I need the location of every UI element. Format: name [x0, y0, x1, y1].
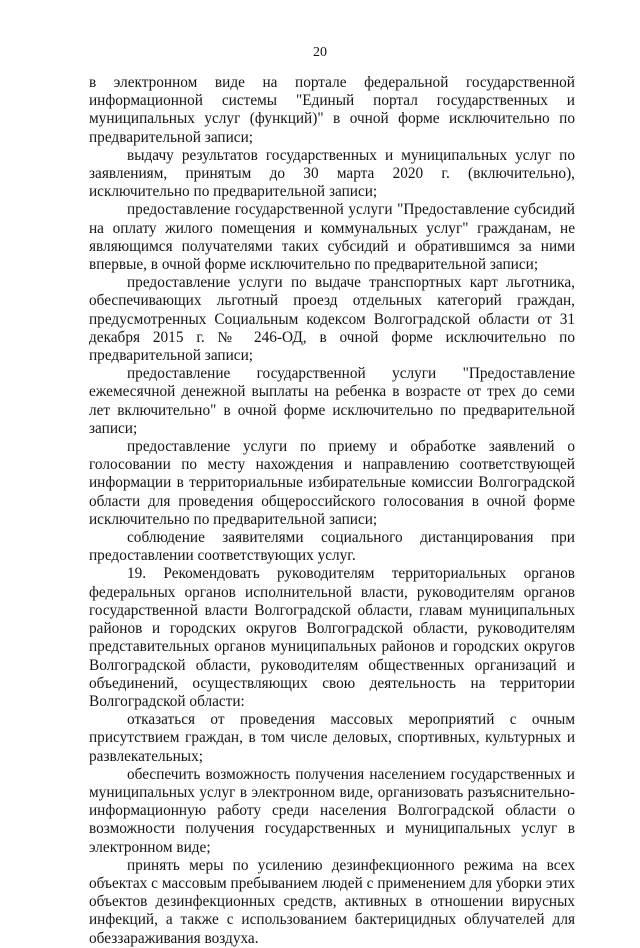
paragraph-item-19: 19. Рекомендовать руководителям территориальных органов федеральных органов исполнительной власти, руководителям органов государственной власти Волгоградской области, главам муниципальных районов и городских округов Волгоградской области, руководителям представительных органов муниципальных районов и городских округов Волгоградской области, руководителям общественных организаций и объединений, осуществляющих свою деятельность на территории Волгоградской области:: [89, 565, 575, 710]
paragraph: соблюдение заявителями социального дистанцирования при предоставлении соответствующих услуг.: [89, 529, 575, 565]
paragraph: выдачу результатов государственных и муниципальных услуг по заявлениям, принятым до 30 марта 2020 г. (включительно), исключительно по предварительной записи;: [89, 146, 575, 201]
paragraph-continuation: в электронном виде на портале федеральной государственной информационной системы "Единый портал государственных и муниципальных услуг (функций)" в очной форме исключительно по предварительной записи;: [89, 74, 575, 146]
paragraph: предоставление услуги по выдаче транспортных карт льготника, обеспечивающих льготный проезд отдельных категорий граждан, предусмотренных Социальным кодексом Волгоградской области от 31 декабря 2015 г. № 246-ОД, в очной форме исключительно по предварительной записи;: [89, 274, 575, 365]
paragraph: отказаться от проведения массовых мероприятий с очным присутствием граждан, в том числе деловых, спортивных, культурных и развлекательных;: [89, 711, 575, 765]
document-body: [89, 74, 575, 948]
paragraph: предоставление государственной услуги "Предоставление ежемесячной денежной выплаты на ребенка в возрасте от трех до семи лет включительно" в очной форме исключительно по предварительной записи;: [89, 365, 575, 437]
paragraph: предоставление государственной услуги "Предоставление субсидий на оплату жилого помещения и коммунальных услуг" гражданам, не являющимся получателями таких субсидий и обратившимся за ними впервые, в очной форме исключительно по предварительной записи;: [89, 201, 575, 274]
paragraph: предоставление услуги по приему и обработке заявлений о голосовании по месту нахождения и направлению соответствующей информации в территориальные избирательные комиссии Волгоградской области для проведения общероссийского голосования в очной форме исключительно по предварительной записи;: [89, 438, 575, 528]
paragraph: обеспечить возможность получения населением государственных и муниципальных услуг в электронном виде, организовать разъяснительно-информационную работу среди населения Волгоградской области о возможности получения государственных и муниципальных услуг в электронном виде;: [89, 765, 575, 856]
paragraph: принять меры по усилению дезинфекционного режима на всех объектах с массовым пребыванием людей с применением для уборки этих объектов дезинфекционных средств, активных в отношении вирусных инфекций, а также с использованием бактерицидных облучателей для обеззараживания воздуха.: [89, 856, 575, 947]
page-number: 20: [313, 45, 327, 60]
